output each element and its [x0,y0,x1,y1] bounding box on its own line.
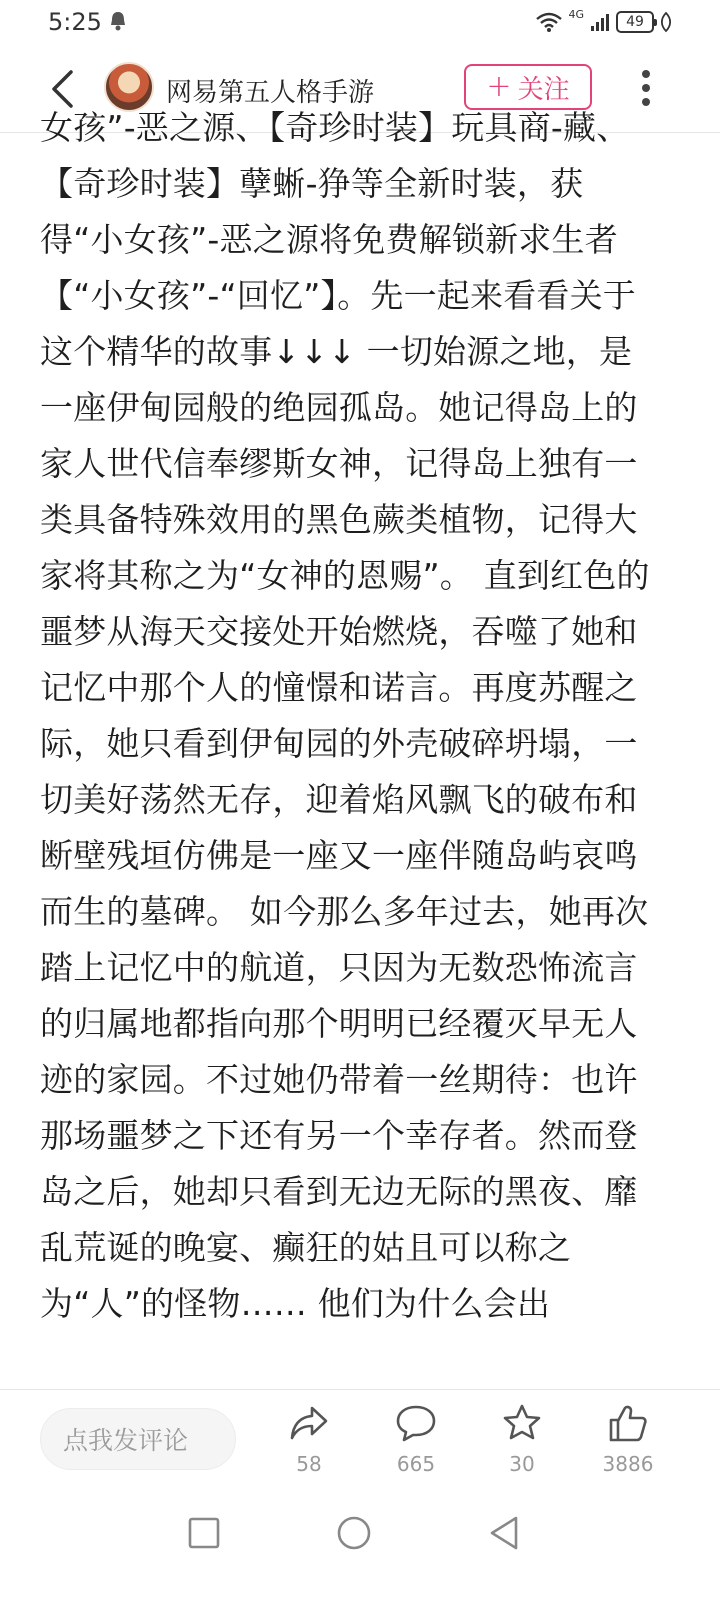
home-icon[interactable] [334,1513,374,1553]
like-count: 3886 [602,1452,654,1476]
comment-input[interactable] [40,1408,236,1470]
star-icon [501,1402,543,1444]
signal-icon [590,12,610,32]
wifi-icon [536,12,562,32]
share-count: 58 [296,1452,322,1476]
follow-label: 关注 [517,74,570,105]
thumbs-up-icon [607,1402,649,1444]
comment-placeholder: 点我发评论 [63,1426,189,1455]
more-dot-icon [642,84,650,92]
favorite-count: 30 [509,1452,535,1476]
status-indicators [536,8,672,36]
comment-button[interactable] [366,1402,466,1492]
network-type-label: 4G [568,7,584,21]
article-body: 女孩”-恶之源、【奇珍时装】玩具商-藏、【奇珍时装】孽蜥-狰等全新时装，获得“小女孩”-恶之源将免费解锁新求生者【“小女孩”-“回忆”】。先一起来看看关于这个精华的故事↓↓↓ 一切始源之地，是一座伊甸园般的绝园孤岛。她记得岛上的家人世代信奉缪斯女神，记得岛上独有一类具备特殊效用的黑色蕨类植物，记得大家将其称之为“女神的恩赐”。 直到红色的噩梦从海天交接处开始燃烧，吞噬了她和记忆中那个人的憧憬和诺言。再度苏醒之际，她只看到伊甸园的外壳破碎坍塌，一切美好荡然无存，迎着焰风飘飞的破布和断壁残垣仿佛是一座又一座伴随岛屿哀鸣而生的墓碑。 如今那么多年过去，她再次踏上记忆中的航道，只因为无数恐怖流言的归属地都指向那个明明已经覆灭早无人迹的家园。不过她仍带着一丝期待：也许那场噩梦之下还有另一个幸存者。然而登岛之后，她却只看到无边无际的黑夜、靡乱荒诞的晚宴、癫狂的姑且可以称之为“人”的怪物…… 他们为什么会出 [40,108,650,1323]
like-button[interactable] [578,1402,678,1492]
leaf-icon [660,12,672,32]
status-time: 5:25 [48,8,102,36]
battery-icon: 49 [616,11,654,33]
status-bar [0,0,720,48]
account-name[interactable]: 网易第五人格手游 [166,78,375,108]
action-bar [0,1389,720,1502]
recent-apps-icon[interactable] [184,1513,224,1553]
share-icon [288,1402,330,1444]
share-button[interactable] [259,1402,359,1492]
system-navigation-bar [0,1501,720,1600]
comment-bubble-icon [395,1402,437,1444]
more-dot-icon [642,70,650,78]
favorite-button[interactable] [472,1402,572,1492]
plus-icon: + [486,69,512,104]
comment-count: 665 [396,1452,436,1476]
back-triangle-icon[interactable] [484,1513,524,1553]
article-scroll-area[interactable] [0,108,720,1389]
notification-bell-icon [108,10,128,32]
